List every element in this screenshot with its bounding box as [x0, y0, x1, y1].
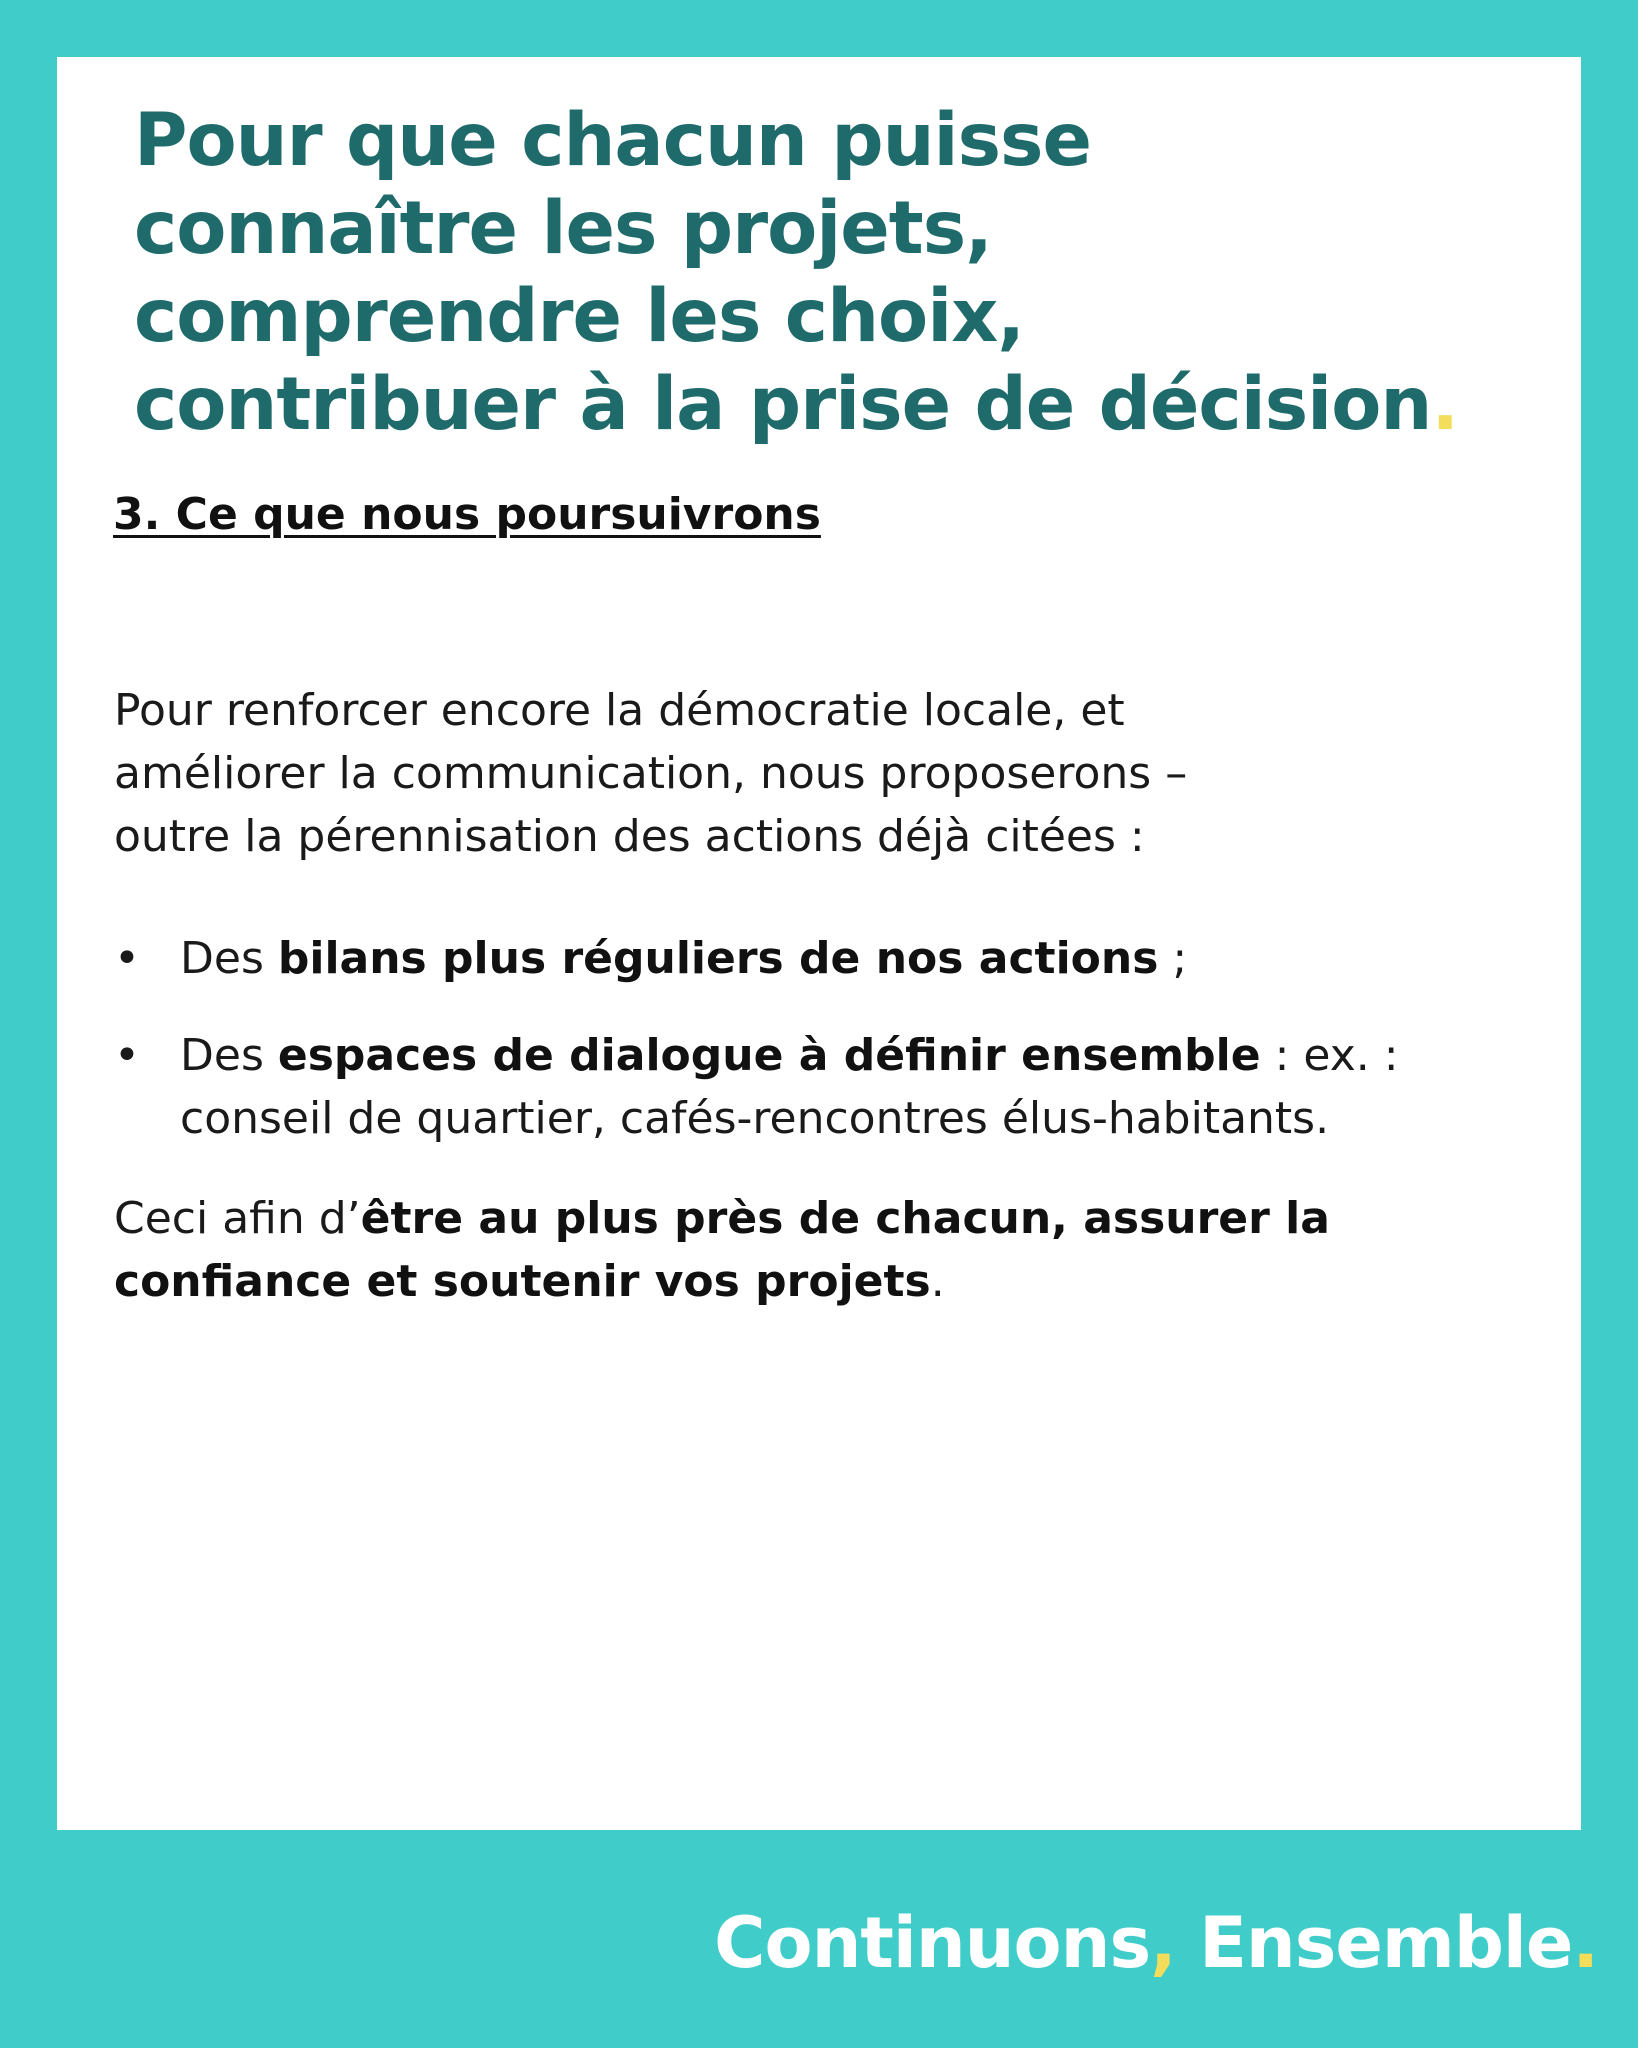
bullet-2-continuation: conseil de quartier, cafés-rencontres élus-habitants.	[180, 1093, 1330, 1144]
bullet-1-suffix: ;	[1158, 933, 1188, 984]
intro-line-1: Pour renforcer encore la démocratie locale, et	[114, 685, 1125, 736]
closing-prefix: Ceci afin d’	[114, 1193, 361, 1244]
closing-paragraph	[114, 1187, 1554, 1313]
intro-paragraph	[114, 679, 1554, 868]
list-item	[114, 927, 1564, 990]
brand-word-1: Continuons	[714, 1902, 1151, 1984]
intro-line-2: améliorer la communication, nous proposerons –	[114, 748, 1188, 799]
bullet-1-text	[180, 927, 1564, 990]
closing-suffix: .	[930, 1256, 945, 1307]
bullet-2-suffix: : ex. :	[1260, 1030, 1399, 1081]
bullet-1-bold: bilans plus réguliers de nos actions	[277, 933, 1159, 984]
bullet-2-prefix: Des	[180, 1030, 278, 1081]
bullet-1-prefix: Des	[180, 933, 278, 984]
closing-bold-1: être au plus près de chacun, assurer la	[360, 1193, 1330, 1244]
list-item	[114, 1024, 1564, 1150]
proposal-list	[114, 927, 1564, 1184]
intro-line-3: outre la pérennisation des actions déjà citées :	[114, 811, 1145, 862]
title-end-mark: .	[1431, 362, 1459, 447]
title-line-4	[134, 361, 1574, 449]
brand-word-2: Ensemble	[1175, 1902, 1573, 1984]
brand-period: .	[1572, 1902, 1598, 1984]
page-title	[134, 97, 1574, 449]
closing-bold-2: confiance et soutenir vos projets	[114, 1256, 931, 1307]
title-line-2: connaître les projets,	[134, 186, 992, 271]
bullet-icon: •	[114, 1030, 140, 1081]
closing-line-1	[114, 1187, 1554, 1250]
bullet-2-bold: espaces de dialogue à définir ensemble	[277, 1030, 1261, 1081]
brand-comma: ,	[1150, 1902, 1176, 1984]
content-card	[57, 57, 1581, 1830]
brand-slogan	[714, 1898, 1598, 1988]
closing-line-2	[114, 1250, 1554, 1313]
bullet-2-text	[180, 1024, 1564, 1087]
section-heading: 3. Ce que nous poursuivrons	[113, 489, 821, 540]
title-line-4-text: contribuer à la prise de décision	[134, 362, 1432, 447]
bullet-icon: •	[114, 933, 140, 984]
title-line-1: Pour que chacun puisse	[134, 98, 1091, 183]
title-line-3: comprendre les choix,	[134, 274, 1025, 359]
